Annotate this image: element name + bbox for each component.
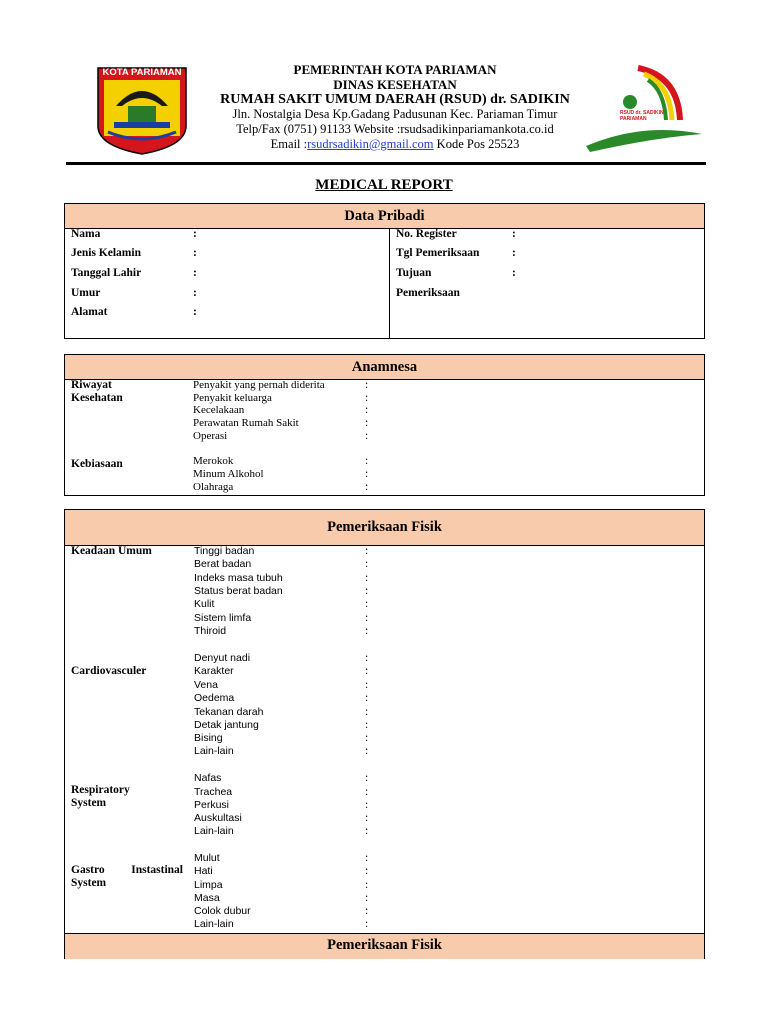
item-colon: : [365,455,369,467]
field-label: No. Register [396,228,457,240]
item-colon: : [365,865,369,877]
item-colon: : [365,825,369,837]
anamnesa-item: Minum Alkohol [193,468,264,480]
item-colon: : [365,892,369,904]
item-colon: : [365,812,369,824]
kota-pariaman-logo [96,66,188,156]
data-pribadi-heading: Data Pribadi [65,204,704,229]
field-label: Tgl Pemeriksaan [396,247,480,259]
field-colon: : [193,267,197,279]
fisik-item: Mulut [194,852,220,864]
item-colon: : [365,786,369,798]
fisik-item: Masa [194,892,220,904]
item-colon: : [365,692,369,704]
item-colon: : [365,379,369,391]
fisik-item: Indeks masa tubuh [194,572,283,584]
column-divider [389,229,390,339]
header-line1: PEMERINTAH KOTA PARIAMAN [293,62,497,77]
item-colon: : [365,706,369,718]
fisik-item: Vena [194,679,218,691]
item-colon: : [365,481,369,493]
header-email-line [200,137,590,152]
item-colon: : [365,468,369,480]
gastro-label-a: Gastro Instastinal [71,864,183,876]
fisik-item: Hati [194,865,213,877]
fisik-item: Kulit [194,598,215,610]
anamnesa-item: Merokok [193,455,234,467]
page-title: MEDICAL REPORT [315,177,453,193]
fisik-item: Auskultasi [194,812,242,824]
header-address: Jln. Nostalgia Desa Kp.Gadang Padusunan Kec. Pariaman Timur [232,107,558,121]
field-label: Jenis Kelamin [71,247,141,259]
field-label: Umur [71,287,101,299]
fisik-item: Limpa [194,879,223,891]
fisik-item: Sistem limfa [194,612,252,624]
anamnesa-item: Operasi [193,430,228,442]
anamnesa-item: Kecelakaan [193,404,245,416]
kebiasaan-label: Kebiasaan [71,458,123,470]
anamnesa-section [64,354,705,496]
item-colon: : [365,612,369,624]
field-label: Pemeriksaan [396,287,460,299]
item-colon: : [365,598,369,610]
item-colon: : [365,404,369,416]
item-colon: : [365,745,369,757]
item-colon: : [365,417,369,429]
field-colon: : [193,247,197,259]
header-line3: RUMAH SAKIT UMUM DAERAH (RSUD) dr. SADIKIN [220,92,570,107]
anamnesa-item: Penyakit yang pernah diderita [193,379,325,391]
anamnesa-item: Perawatan Rumah Sakit [193,417,299,429]
fisik-item: Status berat badan [194,585,283,597]
email-link[interactable]: rsudrsadikin@gmail.com [307,137,434,151]
item-colon: : [365,430,369,442]
gastro-label-b: System [71,877,107,889]
logo-left-text: KOTA PARIAMAN [102,67,182,78]
item-colon: : [365,545,369,557]
item-colon: : [365,732,369,744]
header-contact: Telp/Fax (0751) 91133 Website :rsudsadikinpariamankota.co.id [236,122,554,136]
field-colon: : [512,228,516,240]
anamnesa-heading: Anamnesa [65,355,704,380]
item-colon: : [365,625,369,637]
header-line2: DINAS KESEHATAN [333,77,457,92]
fisik-item: Lain-lain [194,745,234,757]
header-rule [66,162,706,165]
pemeriksaan-fisik-footer-heading: Pemeriksaan Fisik [65,933,704,959]
fisik-item: Berat badan [194,558,252,570]
anamnesa-item: Penyakit keluarga [193,392,272,404]
anamnesa-item: Olahraga [193,481,234,493]
email-prefix: Email : [270,137,308,151]
letterhead [200,62,590,152]
fisik-item: Karakter [194,665,234,677]
riwayat-kesehatan-label: Riwayat Kesehatan [71,379,123,404]
item-colon: : [365,719,369,731]
fisik-item: Lain-lain [194,825,234,837]
fisik-item: Nafas [194,772,222,784]
item-colon: : [365,652,369,664]
item-colon: : [365,679,369,691]
fisik-item: Trachea [194,786,233,798]
pemeriksaan-fisik-heading: Pemeriksaan Fisik [65,510,704,546]
respiratory-label-a: Respiratory [71,784,130,796]
item-colon: : [365,572,369,584]
field-label: Tanggal Lahir [71,267,142,279]
logo-right-text: RSUD dr. SADIKIN PARIAMAN [620,110,664,122]
fisik-item: Lain-lain [194,918,234,930]
item-colon: : [365,665,369,677]
postal-code: Kode Pos 25523 [436,137,520,151]
fisik-item: Tinggi badan [194,545,255,557]
fisik-item: Oedema [194,692,235,704]
item-colon: : [365,772,369,784]
item-colon: : [365,799,369,811]
item-colon: : [365,879,369,891]
item-colon: : [365,918,369,930]
fisik-item: Bising [194,732,223,744]
keadaan-umum-label: Keadaan Umum [71,545,152,557]
fisik-item: Tekanan darah [194,706,264,718]
fisik-item: Denyut nadi [194,652,251,664]
item-colon: : [365,585,369,597]
fisik-item: Detak jantung [194,719,259,731]
respiratory-label-b: System [71,797,107,809]
item-colon: : [365,392,369,404]
field-colon: : [193,287,197,299]
item-colon: : [365,905,369,917]
field-colon: : [512,247,516,259]
field-colon: : [512,267,516,279]
field-label: Alamat [71,306,108,318]
pemeriksaan-fisik-section [64,509,705,959]
field-label: Nama [71,228,101,240]
data-pribadi-section [64,203,705,339]
item-colon: : [365,852,369,864]
fisik-item: Perkusi [194,799,230,811]
fisik-item: Thiroid [194,625,227,637]
field-colon: : [193,228,197,240]
field-label: Tujuan [396,267,432,279]
fisik-item: Colok dubur [194,905,251,917]
cardiovasculer-label: Cardiovasculer [71,665,147,677]
item-colon: : [365,558,369,570]
field-colon: : [193,306,197,318]
